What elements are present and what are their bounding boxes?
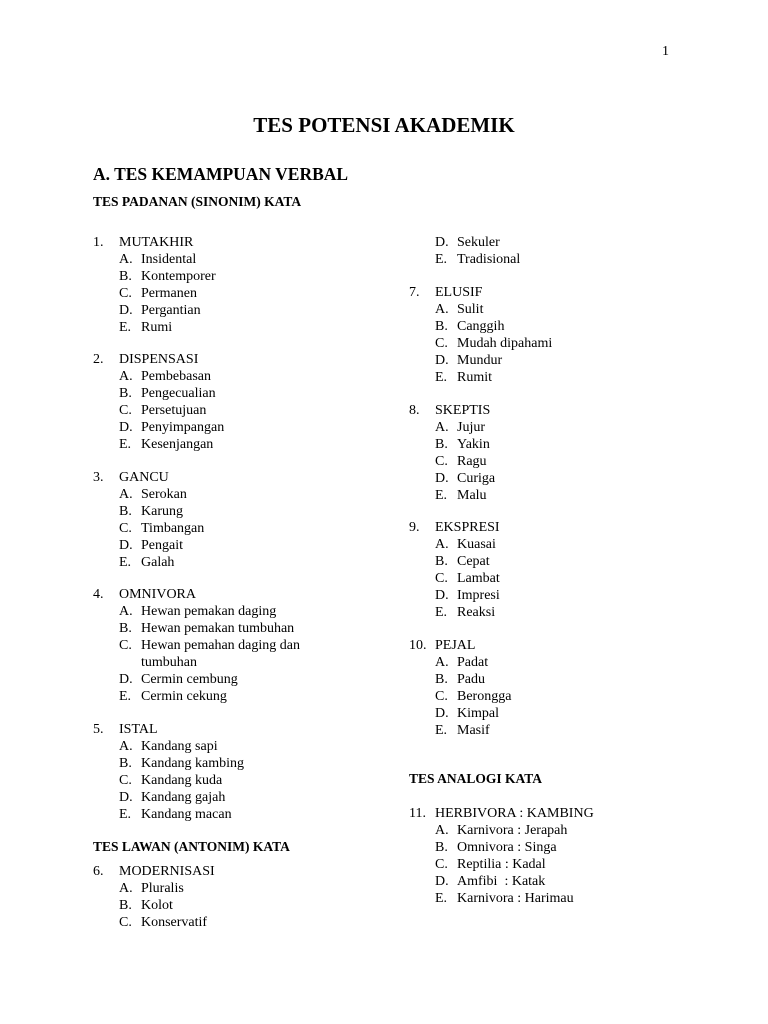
subheading-analogi: TES ANALOGI KATA bbox=[409, 771, 543, 786]
option-b[interactable]: B. Canggih bbox=[435, 319, 505, 334]
option-a[interactable]: A. Hewan pemakan daging bbox=[119, 604, 277, 619]
option-d[interactable]: D. Amfibi : Katak bbox=[435, 874, 546, 889]
question-stem: ELUSIF bbox=[435, 285, 483, 300]
option-c[interactable]: C. Mudah dipahami bbox=[435, 336, 553, 351]
subheading-antonim: TES LAWAN (ANTONIM) KATA bbox=[93, 839, 290, 854]
question-number: 6. bbox=[93, 864, 104, 879]
question-number: 2. bbox=[93, 352, 104, 367]
option-c[interactable]: C. Kandang kuda bbox=[119, 773, 223, 788]
section-heading-verbal: A. TES KEMAMPUAN VERBAL bbox=[93, 164, 349, 184]
option-a[interactable]: A. Karnivora : Jerapah bbox=[435, 823, 568, 838]
option-b[interactable]: B. Yakin bbox=[435, 437, 490, 452]
option-e[interactable]: E. Malu bbox=[435, 488, 487, 503]
option-e[interactable]: E. Reaksi bbox=[435, 605, 496, 620]
option-a[interactable]: A. Pluralis bbox=[119, 881, 184, 896]
option-b[interactable]: B. Kandang kambing bbox=[119, 756, 245, 771]
question-stem: MUTAKHIR bbox=[119, 235, 194, 250]
question-stem: GANCU bbox=[119, 470, 169, 485]
option-d[interactable]: D. Kandang gajah bbox=[119, 790, 226, 805]
question-stem: EKSPRESI bbox=[435, 520, 500, 535]
question-number: 3. bbox=[93, 470, 104, 485]
option-e[interactable]: E. Tradisional bbox=[435, 252, 521, 267]
option-b[interactable]: B. Karung bbox=[119, 504, 183, 519]
option-d[interactable]: D. Cermin cembung bbox=[119, 672, 238, 687]
option-d[interactable]: D. Penyimpangan bbox=[119, 420, 225, 435]
option-d[interactable]: D. Pengait bbox=[119, 538, 183, 553]
option-b[interactable]: B. Cepat bbox=[435, 554, 490, 569]
question-number: 1. bbox=[93, 235, 104, 250]
option-e[interactable]: E. Cermin cekung bbox=[119, 689, 227, 704]
option-e[interactable]: E. Masif bbox=[435, 723, 490, 738]
option-d[interactable]: D. Mundur bbox=[435, 353, 503, 368]
option-e[interactable]: E. Rumit bbox=[435, 370, 493, 385]
option-c[interactable]: C. Hewan pemahan daging dan bbox=[119, 638, 300, 653]
option-e[interactable]: E. Galah bbox=[119, 555, 175, 570]
option-c[interactable]: C. Persetujuan bbox=[119, 403, 207, 418]
option-c[interactable]: C. Lambat bbox=[435, 571, 500, 586]
option-d[interactable]: D. Impresi bbox=[435, 588, 500, 603]
page-title: TES POTENSI AKADEMIK bbox=[253, 113, 515, 137]
option-e[interactable]: E. Kesenjangan bbox=[119, 437, 214, 452]
question-stem: HERBIVORA : KAMBING bbox=[435, 806, 594, 821]
option-d[interactable]: D. Kimpal bbox=[435, 706, 499, 721]
option-c[interactable]: C. Permanen bbox=[119, 286, 197, 301]
option-b[interactable]: B. Padu bbox=[435, 672, 485, 687]
question-number: 11. bbox=[409, 806, 426, 821]
option-b[interactable]: B. Kolot bbox=[119, 898, 173, 913]
option-b[interactable]: B. Pengecualian bbox=[119, 386, 216, 401]
question-stem: DISPENSASI bbox=[119, 352, 199, 367]
question-stem: ISTAL bbox=[119, 722, 158, 737]
option-a[interactable]: A. Serokan bbox=[119, 487, 187, 502]
option-c[interactable]: C. Ragu bbox=[435, 454, 487, 469]
option-a[interactable]: A. Pembebasan bbox=[119, 369, 211, 384]
option-e[interactable]: E. Rumi bbox=[119, 320, 173, 335]
option-c[interactable]: C. Konservatif bbox=[119, 915, 208, 930]
option-a[interactable]: A. Kuasai bbox=[435, 537, 496, 552]
option-c[interactable]: C. Reptilia : Kadal bbox=[435, 857, 546, 872]
question-number: 10. bbox=[409, 638, 427, 653]
option-d[interactable]: D. Pergantian bbox=[119, 303, 201, 318]
question-number: 7. bbox=[409, 285, 420, 300]
option-c[interactable]: C. Timbangan bbox=[119, 521, 205, 536]
question-stem: PEJAL bbox=[435, 638, 476, 653]
question-stem: MODERNISASI bbox=[119, 864, 215, 879]
option-a[interactable]: A. Jujur bbox=[435, 420, 485, 435]
option-a[interactable]: A. Kandang sapi bbox=[119, 739, 218, 754]
option-c[interactable]: C. Berongga bbox=[435, 689, 512, 704]
option-d[interactable]: D. Sekuler bbox=[435, 235, 500, 250]
question-number: 5. bbox=[93, 722, 104, 737]
option-e[interactable]: E. Karnivora : Harimau bbox=[435, 891, 574, 906]
option-c-continuation: tumbuhan bbox=[141, 655, 197, 670]
option-d[interactable]: D. Curiga bbox=[435, 471, 496, 486]
option-b[interactable]: B. Omnivora : Singa bbox=[435, 840, 557, 855]
option-b[interactable]: B. Kontemporer bbox=[119, 269, 216, 284]
option-e[interactable]: E. Kandang macan bbox=[119, 807, 232, 822]
question-number: 4. bbox=[93, 587, 104, 602]
option-b[interactable]: B. Hewan pemakan tumbuhan bbox=[119, 621, 295, 636]
subheading-sinonim: TES PADANAN (SINONIM) KATA bbox=[93, 194, 302, 209]
question-stem: OMNIVORA bbox=[119, 587, 196, 602]
question-number: 8. bbox=[409, 403, 420, 418]
question-stem: SKEPTIS bbox=[435, 403, 491, 418]
question-number: 9. bbox=[409, 520, 420, 535]
page-number: 1 bbox=[662, 44, 669, 59]
option-a[interactable]: A. Sulit bbox=[435, 302, 484, 317]
option-a[interactable]: A. Insidental bbox=[119, 252, 197, 267]
option-a[interactable]: A. Padat bbox=[435, 655, 489, 670]
